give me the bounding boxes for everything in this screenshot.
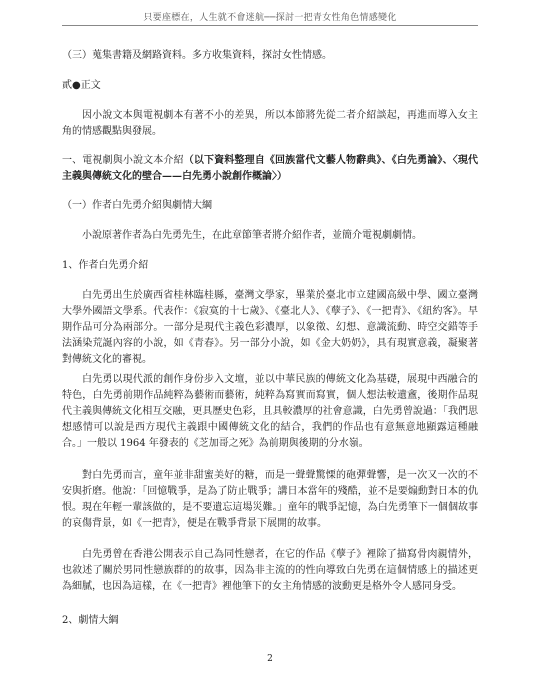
subsection-1-heading: （一）作者白先勇介紹與劇情大綱 xyxy=(62,200,212,211)
author-paragraph-3: 對白先勇而言，童年並非甜蜜美好的糖，而是一聲聲驚慄的砲彈聲響，是一次又一次的不安與折磨。他說：「回憶戰爭，是為了防止戰爭；講日本當年的殘酷，並不是要煽動對日本的仇恨。現在年輕一輩該做的，是不要遺忘這場災難。」童年的戰爭記憶，為白先勇筆下一個個故事的哀傷背景，如《一把青》，便是在戰爭背景下展開的故事。 xyxy=(62,470,478,529)
header-rule xyxy=(62,25,478,26)
section-heading-main-text: 貳●正文 xyxy=(62,80,101,91)
page-number: 2 xyxy=(267,654,273,664)
subsection-1-intro: 小說原著作者為白先勇先生，在此章節筆者將介紹作者，並簡介電視劇劇情。 xyxy=(82,230,422,241)
author-paragraph-4: 白先勇曾在香港公開表示自己為同性戀者，在它的作品《孽子》裡除了描寫骨肉親情外，也敘述了關於男同性戀族群的的故事，因為非主流的的性向導致白先勇在這個情感上的描述更為細膩，也因為這樣，在《一把青》裡他筆下的女主角情感的波動更是格外令人感同身受。 xyxy=(62,549,478,592)
author-paragraph-2: 白先勇以現代派的創作身份步入文壇，並以中華民族的傳統文化為基礎，展現中西融合的特色，白先勇前期作品純粹為藝術而藝術，純粹為寫實而寫實，個人想法較遺盦，後期作品現代主義與傳統文化相互交融，更具歷史色彩，且具較濃厚的社會意識，白先勇曾說過：「我們思想感情可以說是西方現代主義跟中國傳統文化的結合，我們的作品也有意無意地顯露這種融合。」一般以 1964 年發表的《芝加哥之死》為前期與後期的分水嶺。 xyxy=(62,374,478,449)
item-2-heading: 2、劇情大綱 xyxy=(62,615,119,626)
author-paragraph-1: 白先勇出生於廣西省桂林臨桂縣，臺灣文學家，畢業於臺北市立建國高級中學、國立臺灣大學外國語文學系。代表作：《寂寞的十七歲》、《臺北人》、《孽子》、《一把青》、《紐約客》。早期作品可分為兩部分。一部分是現代主義色彩濃厚，以象徵、幻想、意識流動、時空交錯等手法涵染荒誕內容的小說，如《青春》。另一部分小說，如《金大奶奶》，具有現實意義，凝聚著對傳統文化的審視。 xyxy=(62,290,478,365)
section-1-source-note: （以下資料整理自《回族當代文藝人物辭典》、《白先勇論》、〈現代主義與傳統文化的壁合——白先勇小說創作概論〉） xyxy=(62,155,479,182)
method-3-line: （三）蒐集書籍及網路資料。多方收集資料，探討女性情感。 xyxy=(62,50,332,61)
page-header: 只要座標在，人生就不會迷航──探討一把青女性角色情感變化 xyxy=(143,13,397,23)
item-1-heading: 1、作者白先勇介紹 xyxy=(62,260,149,271)
section-1-title: 一、電視劇與小說文本介紹 xyxy=(62,155,184,166)
section-1-heading xyxy=(62,153,478,185)
intro-paragraph: 因小說文本與電視劇本有著不小的差異，所以本節將先從二者介紹談起，再進而導入女主角的情感觀點與發展。 xyxy=(62,110,478,137)
